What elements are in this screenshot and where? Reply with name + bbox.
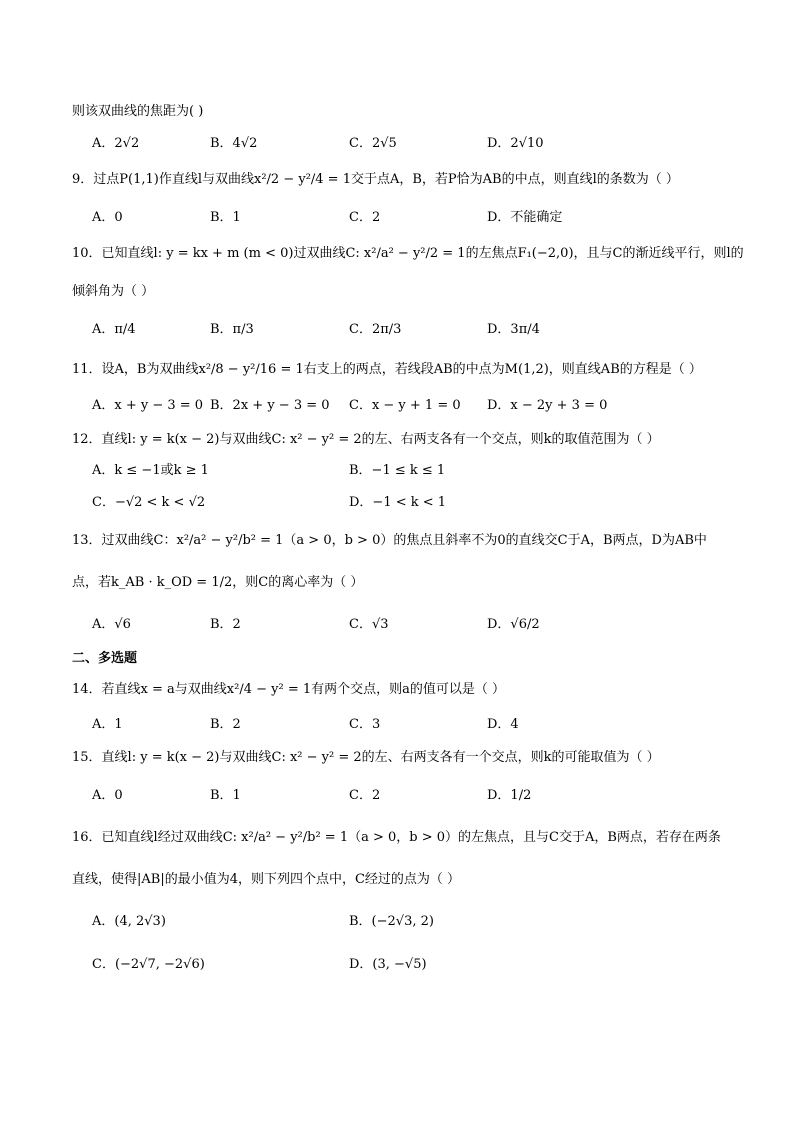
q8-option-b: B．4√2 <box>210 136 258 151</box>
q14-option-c: C．3 <box>349 717 381 732</box>
q8-option-d: D．2√10 <box>487 136 544 151</box>
q15-option-b: B．1 <box>210 788 241 803</box>
q10-stem-line1: 10．已知直线l: y = kx + m (m < 0)过双曲线C: x²/a² − y²/2 = 1的左焦点F₁(−2,0)，且与C的渐近线平行，则l的 <box>72 246 744 261</box>
q12-option-d: D．−1 < k < 1 <box>349 495 447 510</box>
q13-option-b: B．2 <box>210 617 241 632</box>
q12-option-b: B．−1 ≤ k ≤ 1 <box>349 463 446 478</box>
q16-option-b: B．(−2√3, 2) <box>349 914 434 929</box>
q11-option-a: A．x + y − 3 = 0 <box>92 398 204 413</box>
q14-option-d: D．4 <box>487 717 519 732</box>
q13-option-a: A．√6 <box>92 617 131 632</box>
q9-option-b: B．1 <box>210 210 241 225</box>
q15-option-a: A．0 <box>92 788 123 803</box>
q11-option-b: B．2x + y − 3 = 0 <box>210 398 330 413</box>
q14-stem: 14．若直线x = a与双曲线x²/4 − y² = 1有两个交点，则a的值可以是（ ） <box>72 682 505 697</box>
q8-stem: 则该双曲线的焦距为( ) <box>72 104 204 119</box>
q12-option-a: A．k ≤ −1或k ≥ 1 <box>92 463 209 478</box>
q10-option-d: D．3π/4 <box>487 322 540 337</box>
q9-option-a: A．0 <box>92 210 123 225</box>
q10-stem-line2: 倾斜角为（ ） <box>72 284 155 299</box>
q9-stem: 9．过点P(1,1)作直线l与双曲线x²/2 − y²/4 = 1交于点A，B，若P恰为AB的中点，则直线l的条数为（ ） <box>72 172 679 187</box>
q8-option-a: A．2√2 <box>92 136 140 151</box>
q16-option-c: C．(−2√7, −2√6) <box>92 957 205 972</box>
q16-option-d: D．(3, −√5) <box>349 957 427 972</box>
q15-option-d: D．1/2 <box>487 788 532 803</box>
q10-option-c: C．2π/3 <box>349 322 402 337</box>
q14-option-b: B．2 <box>210 717 241 732</box>
q9-option-c: C．2 <box>349 210 381 225</box>
q9-option-d: D．不能确定 <box>487 210 563 225</box>
q13-option-c: C．√3 <box>349 617 389 632</box>
q13-stem-line1: 13．过双曲线C：x²/a² − y²/b² = 1（a > 0，b > 0）的焦点且斜率不为0的直线交C于A，B两点，D为AB中 <box>72 533 707 548</box>
q11-option-d: D．x − 2y + 3 = 0 <box>487 398 608 413</box>
q13-option-d: D．√6/2 <box>487 617 540 632</box>
q16-stem-line1: 16．已知直线l经过双曲线C: x²/a² − y²/b² = 1（a > 0，b > 0）的左焦点，且与C交于A，B两点，若存在两条 <box>72 830 721 845</box>
q11-stem: 11．设A，B为双曲线x²/8 − y²/16 = 1右支上的两点，若线段AB的中点为M(1,2)，则直线AB的方程是（ ） <box>72 362 702 377</box>
q15-stem: 15．直线l: y = k(x − 2)与双曲线C: x² − y² = 2的左、右两支各有一个交点，则k的可能取值为（ ） <box>72 750 660 765</box>
q14-option-a: A．1 <box>92 717 123 732</box>
q11-option-c: C．x − y + 1 = 0 <box>349 398 461 413</box>
q10-option-a: A．π/4 <box>92 322 136 337</box>
q8-option-c: C．2√5 <box>349 136 397 151</box>
section-heading: 二、多选题 <box>72 651 138 666</box>
q15-option-c: C．2 <box>349 788 381 803</box>
q12-stem: 12．直线l: y = k(x − 2)与双曲线C: x² − y² = 2的左、右两支各有一个交点，则k的取值范围为（ ） <box>72 432 660 447</box>
q10-option-b: B．π/3 <box>210 322 254 337</box>
q13-stem-line2: 点，若k_AB · k_OD = 1/2，则C的离心率为（ ） <box>72 575 364 590</box>
q12-option-c: C．−√2 < k < √2 <box>92 495 206 510</box>
q16-stem-line2: 直线，使得|AB|的最小值为4，则下列四个点中，C经过的点为（ ） <box>72 872 461 887</box>
q16-option-a: A．(4, 2√3) <box>92 914 166 929</box>
